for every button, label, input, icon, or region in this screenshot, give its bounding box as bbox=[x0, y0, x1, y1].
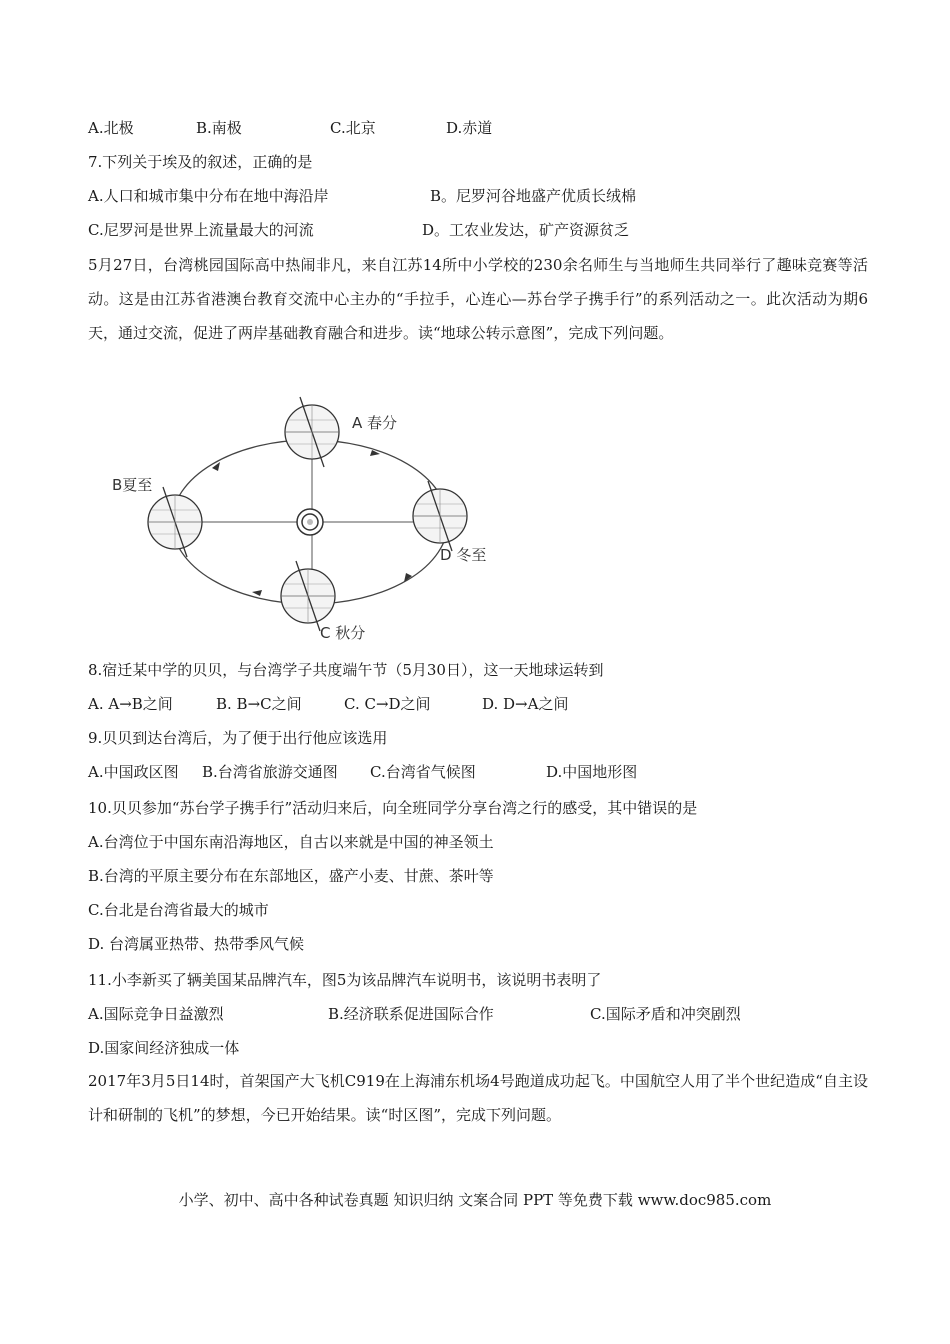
q8-option-a: A. A→B之间 bbox=[88, 695, 173, 713]
q10-option-a: A.台湾位于中国东南沿海地区，自古以来就是中国的神圣领土 bbox=[88, 833, 494, 851]
q10-option-c: C.台北是台湾省最大的城市 bbox=[88, 901, 269, 919]
q6-option-b: B.南极 bbox=[196, 119, 242, 137]
q10-option-d: D. 台湾属亚热带、热带季风气候 bbox=[88, 935, 305, 953]
label-summer-solstice: B夏至 bbox=[112, 476, 153, 494]
q7-option-c: C.尼罗河是世界上流量最大的河流 bbox=[88, 221, 314, 239]
q6-option-a: A.北极 bbox=[88, 119, 134, 137]
q11-option-c: C.国际矛盾和冲突剧烈 bbox=[590, 1005, 741, 1023]
q8-option-c: C. C→D之间 bbox=[344, 695, 431, 713]
label-autumn-equinox: C 秋分 bbox=[320, 624, 366, 642]
q11-option-a: A.国际竞争日益激烈 bbox=[88, 1005, 224, 1023]
label-spring-equinox: A 春分 bbox=[352, 414, 398, 432]
orbit-arrow-b-to-c bbox=[252, 590, 262, 596]
q7-stem: 7.下列关于埃及的叙述，正确的是 bbox=[88, 153, 313, 171]
q11-stem: 11.小李新买了辆美国某品牌汽车，图5为该品牌汽车说明书，该说明书表明了 bbox=[88, 971, 602, 989]
passage-taiwan-exchange: 5月27日，台湾桃园国际高中热闹非凡，来自江苏14所中小学校的230余名师生与当地师生共同举行了趣味竞赛等活动。这是由江苏省港澳台教育交流中心主办的“手拉手，心连心—苏台学子携手行”的系列活动之一。此次活动为期6天，通过交流，促进了两岸基础教育融合和进步。读“地球公转示意图”，完成下列问题。 bbox=[88, 256, 868, 342]
passage-c919: 2017年3月5日14时，首架国产大飞机C919在上海浦东机场4号跑道成功起飞。中国航空人用了半个世纪造成“自主设计和研制的飞机”的梦想，今已开始结果。读“时区图”，完成下列问题。 bbox=[88, 1072, 868, 1124]
q7-option-d: D。工农业发达，矿产资源贫乏 bbox=[422, 221, 630, 239]
q8-option-d: D. D→A之间 bbox=[482, 695, 569, 713]
q9-option-b: B.台湾省旅游交通图 bbox=[202, 763, 338, 781]
label-winter-solstice: D 冬至 bbox=[440, 546, 487, 564]
earth-icon-summer-solstice bbox=[148, 487, 202, 557]
earth-icon-spring-equinox bbox=[285, 397, 339, 467]
q9-option-d: D.中国地形图 bbox=[546, 763, 638, 781]
sun-icon bbox=[297, 509, 323, 535]
q9-stem: 9.贝贝到达台湾后，为了便于出行他应该选用 bbox=[88, 729, 388, 747]
page-footer: 小学、初中、高中各种试卷真题 知识归纳 文案合同 PPT 等免费下载 www.doc985.com bbox=[178, 1191, 772, 1209]
q9-option-a: A.中国政区图 bbox=[88, 763, 179, 781]
earth-icon-autumn-equinox bbox=[281, 561, 335, 631]
q11-option-d: D.国家间经济独成一体 bbox=[88, 1039, 240, 1057]
q9-option-c: C.台湾省气候图 bbox=[370, 763, 476, 781]
q6-option-d: D.赤道 bbox=[446, 119, 493, 137]
q6-option-c: C.北京 bbox=[330, 119, 376, 137]
q7-option-b: B。尼罗河谷地盛产优质长绒棉 bbox=[430, 187, 637, 205]
earth-icon-winter-solstice bbox=[413, 481, 467, 551]
earth-revolution-diagram bbox=[100, 392, 520, 642]
q10-stem: 10.贝贝参加“苏台学子携手行”活动归来后，向全班同学分享台湾之行的感受，其中错误的是 bbox=[88, 799, 698, 817]
q7-option-a: A.人口和城市集中分布在地中海沿岸 bbox=[88, 187, 329, 205]
q10-option-b: B.台湾的平原主要分布在东部地区，盛产小麦、甘蔗、茶叶等 bbox=[88, 867, 494, 885]
q11-option-b: B.经济联系促进国际合作 bbox=[328, 1005, 494, 1023]
q8-option-b: B. B→C之间 bbox=[216, 695, 302, 713]
q8-stem: 8.宿迁某中学的贝贝，与台湾学子共度端午节（5月30日），这一天地球运转到 bbox=[88, 661, 604, 679]
